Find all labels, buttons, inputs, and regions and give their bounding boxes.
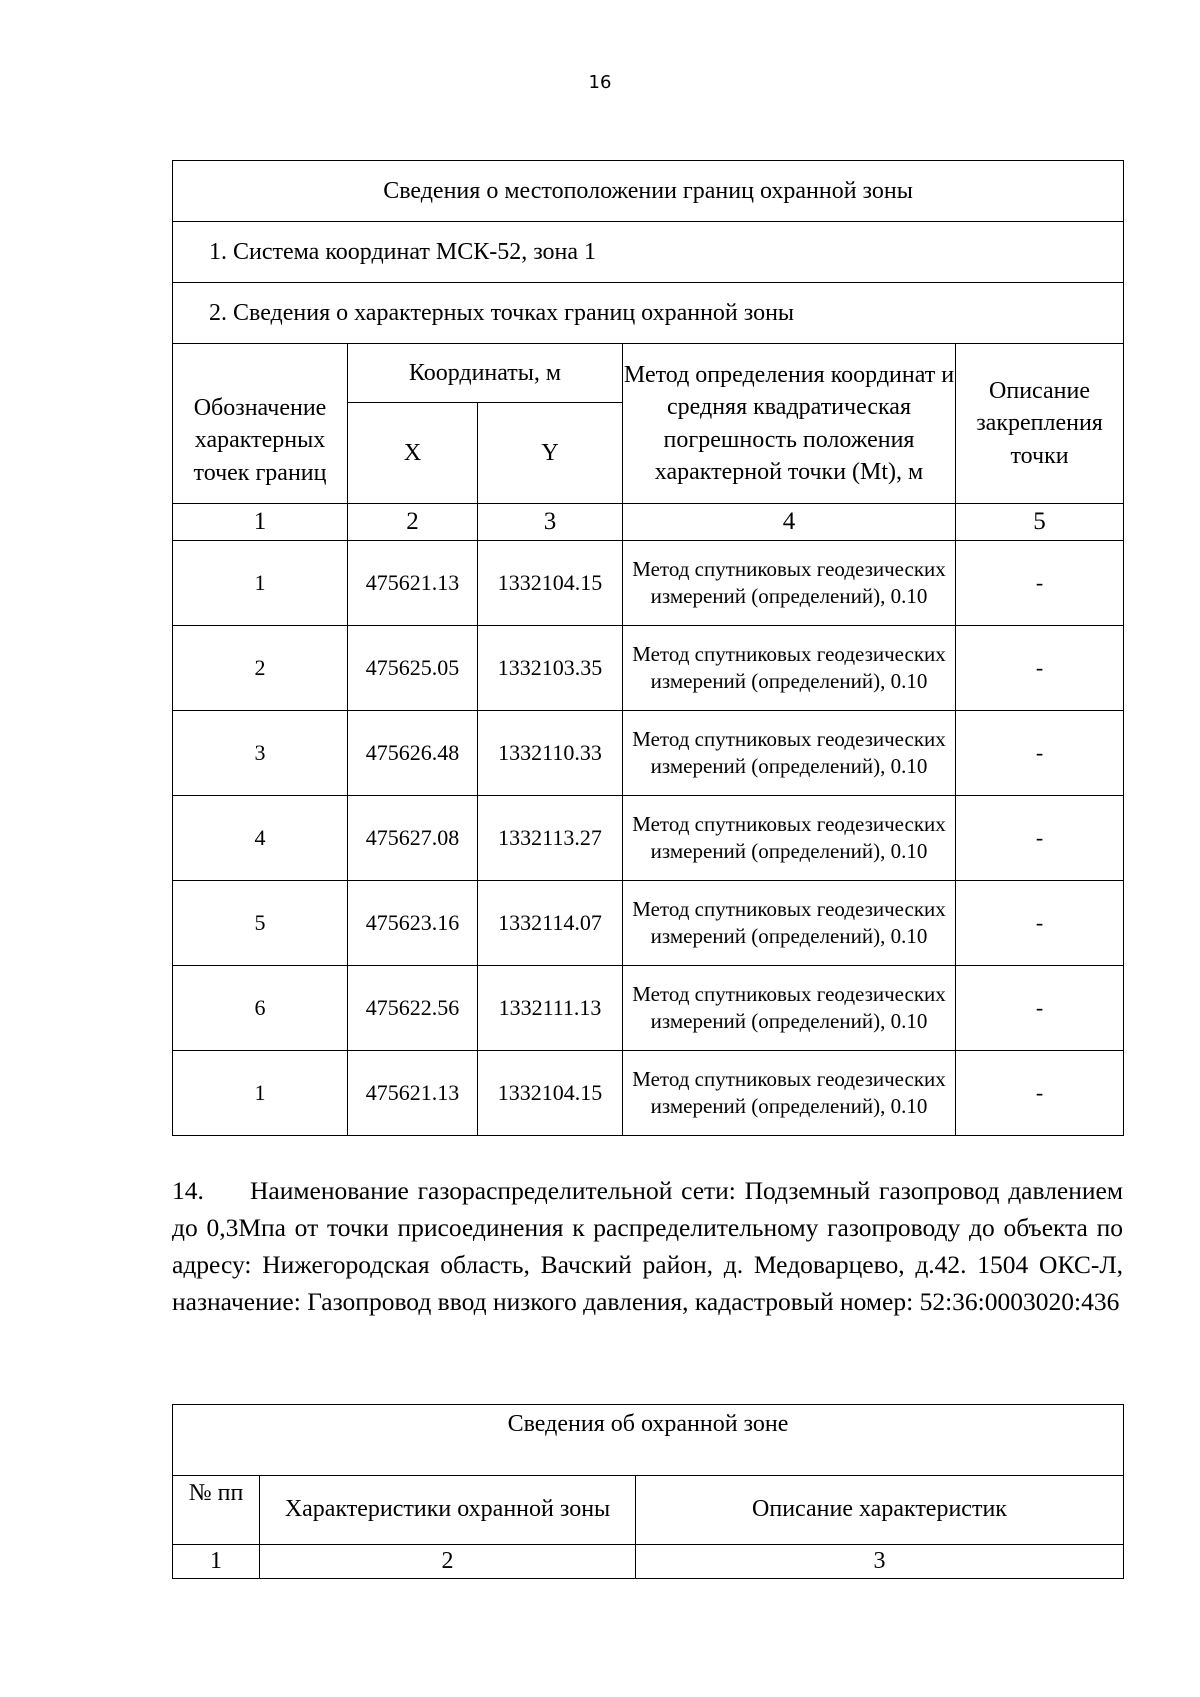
coord-y: 1332114.07 (478, 881, 623, 966)
point-id: 4 (173, 796, 348, 881)
table-row (173, 1051, 1124, 1136)
table-title: Сведения о местоположении границ охранной зоны (173, 161, 1124, 222)
coord-x: 475623.16 (348, 881, 478, 966)
method: Метод спутниковых геодезических измерений (определений), 0.10 (623, 626, 956, 711)
header-characteristics: Характеристики охранной зоны (260, 1476, 636, 1545)
column-number: 3 (636, 1545, 1124, 1579)
coord-y: 1332104.15 (478, 541, 623, 626)
point-id: 1 (173, 1051, 348, 1136)
table-row (173, 796, 1124, 881)
header-num: № пп (173, 1476, 260, 1545)
method: Метод спутниковых геодезических измерений (определений), 0.10 (623, 541, 956, 626)
description: - (956, 1051, 1124, 1136)
column-number: 2 (260, 1545, 636, 1579)
coordinate-system: 1. Система координат МСК-52, зона 1 (173, 222, 1124, 283)
coord-x: 475625.05 (348, 626, 478, 711)
table-row (173, 626, 1124, 711)
method: Метод спутниковых геодезических измерений (определений), 0.10 (623, 966, 956, 1051)
coord-y: 1332111.13 (478, 966, 623, 1051)
column-number: 2 (348, 504, 478, 541)
method: Метод спутниковых геодезических измерений (определений), 0.10 (623, 881, 956, 966)
column-number: 4 (623, 504, 956, 541)
point-id: 5 (173, 881, 348, 966)
points-heading: 2. Сведения о характерных точках границ охранной зоны (173, 283, 1124, 344)
description: - (956, 711, 1124, 796)
header-point: Обозначение характерных точек границ (173, 344, 348, 504)
description: - (956, 796, 1124, 881)
boundary-coordinates-table (172, 160, 1124, 1136)
coord-x: 475626.48 (348, 711, 478, 796)
coord-y: 1332104.15 (478, 1051, 623, 1136)
table-row (173, 966, 1124, 1051)
column-number: 1 (173, 1545, 260, 1579)
description: - (956, 626, 1124, 711)
coord-x: 475621.13 (348, 541, 478, 626)
method: Метод спутниковых геодезических измерений (определений), 0.10 (623, 796, 956, 881)
point-id: 3 (173, 711, 348, 796)
description: - (956, 541, 1124, 626)
protection-zone-table (172, 1404, 1124, 1579)
item-14-paragraph (172, 1172, 1123, 1320)
coord-y: 1332103.35 (478, 626, 623, 711)
header-description: Описание характеристик (636, 1476, 1124, 1545)
column-number: 5 (956, 504, 1124, 541)
header-description: Описание закрепления точки (956, 344, 1124, 504)
point-id: 1 (173, 541, 348, 626)
coord-x: 475621.13 (348, 1051, 478, 1136)
item-number: 14. (172, 1176, 204, 1205)
item-text: Наименование газораспределительной сети: Подземный газопровод давлением до 0,3Мпа от точки присоединения к распределительному газопроводу до объекта по адресу: Нижегородская область, Вачский район, д. Медоварцево, д.42. 1504 ОКС-Л, назначение: Газопровод ввод низкого давления, кадастровый номер: 52:36:0003020:436 (172, 1176, 1123, 1316)
method: Метод спутниковых геодезических измерений (определений), 0.10 (623, 1051, 956, 1136)
point-id: 2 (173, 626, 348, 711)
table-row (173, 881, 1124, 966)
table-title: Сведения об охранной зоне (173, 1405, 1124, 1476)
page-number: 16 (588, 72, 612, 93)
coord-y: 1332110.33 (478, 711, 623, 796)
description: - (956, 881, 1124, 966)
header-y: Y (478, 403, 623, 504)
table-row (173, 711, 1124, 796)
description: - (956, 966, 1124, 1051)
coord-x: 475622.56 (348, 966, 478, 1051)
method: Метод спутниковых геодезических измерений (определений), 0.10 (623, 711, 956, 796)
header-method: Метод определения координат и средняя квадратическая погрешность положения характерной точки (Mt), м (623, 344, 956, 504)
table-row (173, 541, 1124, 626)
header-x: X (348, 403, 478, 504)
point-id: 6 (173, 966, 348, 1051)
column-number: 1 (173, 504, 348, 541)
column-number: 3 (478, 504, 623, 541)
coord-x: 475627.08 (348, 796, 478, 881)
coord-y: 1332113.27 (478, 796, 623, 881)
header-coordinates: Координаты, м (348, 344, 623, 403)
